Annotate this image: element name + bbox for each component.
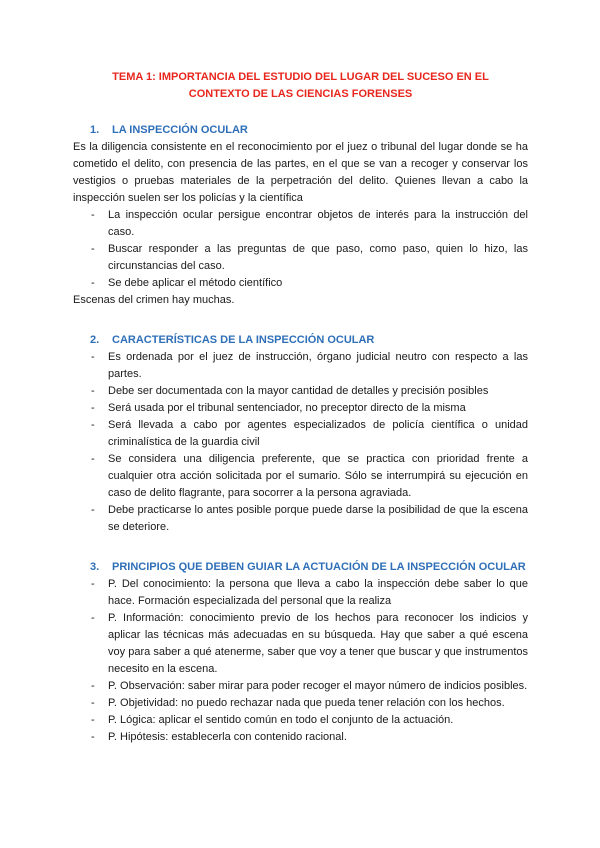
list-item-text: Debe ser documentada con la mayor cantidad de detalles y precisión posibles <box>108 385 489 397</box>
bullet-dash: - <box>91 402 95 414</box>
list-item <box>73 678 528 695</box>
bullet-dash: - <box>91 697 95 709</box>
list-item-text: P. Del conocimiento: la persona que lleva a cabo la inspección debe saber lo que hace. Formación especializada del personal que la realiza <box>108 578 528 607</box>
list-item <box>73 383 528 400</box>
list-item <box>73 712 528 729</box>
bullet-dash: - <box>91 209 95 221</box>
list-item-text: Se considera una diligencia preferente, que se practica con prioridad frente a cualquier otra acción solicitada por el sumario. Sólo se interrumpirá su ejecución en caso de delito flagrante, para socorrer a la persona agraviada. <box>108 453 528 499</box>
section-2-list <box>73 349 528 536</box>
bullet-dash: - <box>91 351 95 363</box>
bullet-dash: - <box>91 385 95 397</box>
list-item-text: Será usada por el tribunal sentenciador, no preceptor directo de la misma <box>108 402 466 414</box>
bullet-dash: - <box>91 504 95 516</box>
document-title: TEMA 1: IMPORTANCIA DEL ESTUDIO DEL LUGAR DEL SUCESO EN EL CONTEXTO DE LAS CIENCIAS FORENSES <box>112 71 489 100</box>
section-heading-text: PRINCIPIOS QUE DEBEN GUIAR LA ACTUACIÓN DE LA INSPECCIÓN OCULAR <box>112 561 526 573</box>
bullet-dash: - <box>91 453 95 465</box>
list-item <box>73 502 528 536</box>
list-item <box>73 275 528 292</box>
list-item-text: Debe practicarse lo antes posible porque puede darse la posibilidad de que la escena se deteriore. <box>108 504 528 533</box>
list-item <box>73 349 528 383</box>
bullet-dash: - <box>91 680 95 692</box>
list-item <box>73 241 528 275</box>
bullet-dash: - <box>91 277 95 289</box>
list-item-text: P. Información: conocimiento previo de los hechos para reconocer los indicios y aplicar las técnicas más adecuadas en su búsqueda. Hay que saber a qué escena voy para saber a qué atenerme, saber que voy a tener que buscar y que instrumentos necesito en la escena. <box>108 612 528 675</box>
section-heading-principios <box>73 559 528 576</box>
section-3-list <box>73 576 528 746</box>
section-number: 2. <box>90 334 100 346</box>
list-item <box>73 207 528 241</box>
bullet-dash: - <box>91 612 95 624</box>
section-number: 3. <box>90 561 100 573</box>
section-heading-text: LA INSPECCIÓN OCULAR <box>112 124 248 136</box>
bullet-dash: - <box>91 243 95 255</box>
bullet-dash: - <box>91 714 95 726</box>
section-number: 1. <box>90 124 100 136</box>
list-item-text: Se debe aplicar el método científico <box>108 277 283 289</box>
list-item-text: Es ordenada por el juez de instrucción, órgano judicial neutro con respecto a las partes. <box>108 351 528 380</box>
list-item <box>73 451 528 502</box>
list-item <box>73 695 528 712</box>
list-item-text: Buscar responder a las preguntas de que paso, como paso, quien lo hizo, las circunstancias del caso. <box>108 243 528 272</box>
section-1-outro: Escenas del crimen hay muchas. <box>73 294 235 306</box>
list-item <box>73 729 528 746</box>
list-item <box>73 400 528 417</box>
bullet-dash: - <box>91 578 95 590</box>
list-item <box>73 610 528 678</box>
list-item-text: P. Observación: saber mirar para poder recoger el mayor número de indicios posibles. <box>108 680 528 692</box>
section-1-list <box>73 207 528 292</box>
section-1-intro: Es la diligencia consistente en el reconocimiento por el juez o tribunal del lugar donde se ha cometido el delito, con presencia de las partes, en el que se van a recoger y conservar los vestigios o pruebas materiales de la perpetración del delito. Quienes llevan a cabo la inspección suelen ser los policías y la científica <box>73 141 528 204</box>
list-item-text: La inspección ocular persigue encontrar objetos de interés para la instrucción del caso. <box>108 209 528 238</box>
list-item-text: P. Lógica: aplicar el sentido común en todo el conjunto de la actuación. <box>108 714 454 726</box>
bullet-dash: - <box>91 731 95 743</box>
section-heading-inspeccion-ocular <box>73 122 528 139</box>
list-item-text: P. Hipótesis: establecerla con contenido racional. <box>108 731 347 743</box>
list-item-text: P. Objetividad: no puedo rechazar nada que pueda tener relación con los hechos. <box>108 697 505 709</box>
section-heading-caracteristicas <box>73 332 528 349</box>
bullet-dash: - <box>91 419 95 431</box>
list-item <box>73 576 528 610</box>
list-item-text: Será llevada a cabo por agentes especializados de policía científica o unidad criminalística de la guardia civil <box>108 419 528 448</box>
section-heading-text: CARACTERÍSTICAS DE LA INSPECCIÓN OCULAR <box>112 334 375 346</box>
list-item <box>73 417 528 451</box>
